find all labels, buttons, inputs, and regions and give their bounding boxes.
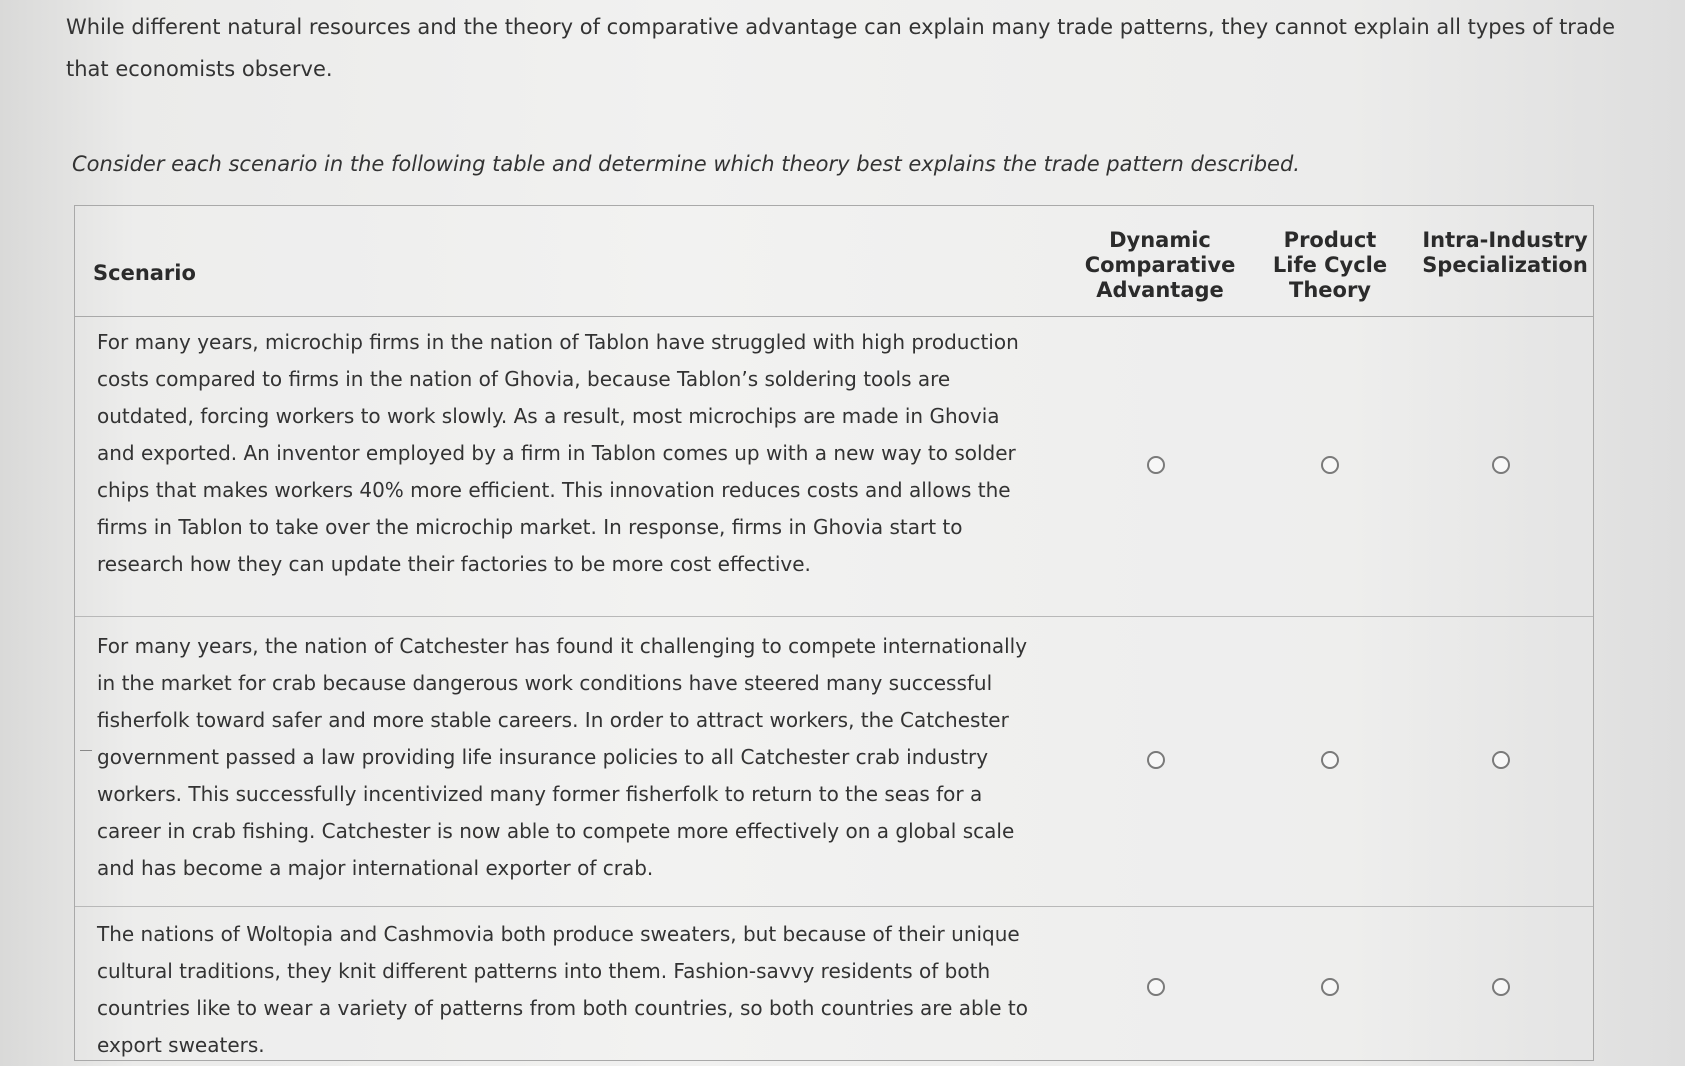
radio-intra-industry-specialization[interactable] <box>1492 456 1510 474</box>
scenario-table <box>74 205 1594 1061</box>
radio-dynamic-comparative-advantage[interactable] <box>1147 978 1165 996</box>
table-edge-tick <box>80 750 92 751</box>
header-dynamic-comparative-advantage: Dynamic Comparative Advantage <box>1084 228 1236 302</box>
scenario-text: For many years, microchip firms in the nation of Tablon have struggled with high production costs compared to firms in the nation of Ghovia, because Tablon’s soldering tools are outdated, forcing workers to work slowly. As a result, most microchips are made in Ghovia and exported. An inventor employed by a firm in Tablon comes up with a new way to solder chips that makes workers 40% more efficient. This innovation reduces costs and allows the firms in Tablon to take over the microchip market. In response, firms in Ghovia start to research how they can update their factories to be more cost effective. <box>97 330 1019 576</box>
table-row <box>75 906 1593 1060</box>
intro-paragraph: While different natural resources and the theory of comparative advantage can explain many trade patterns, they cannot explain all types of trade that economists observe. <box>66 15 1616 81</box>
scenario-text: The nations of Woltopia and Cashmovia both produce sweaters, but because of their unique cultural traditions, they knit different patterns into them. Fashion-savvy residents of both countries like to wear a variety of patterns from both countries, so both countries are able to export sweaters. <box>97 922 1028 1057</box>
radio-product-life-cycle-theory[interactable] <box>1321 456 1339 474</box>
header-product-life-cycle-theory: Product Life Cycle Theory <box>1272 228 1388 302</box>
table-header <box>75 206 1593 317</box>
radio-intra-industry-specialization[interactable] <box>1492 751 1510 769</box>
radio-product-life-cycle-theory[interactable] <box>1321 978 1339 996</box>
radio-dynamic-comparative-advantage[interactable] <box>1147 751 1165 769</box>
table-row <box>75 616 1593 907</box>
scenario-text: For many years, the nation of Catchester has found it challenging to compete internationally in the market for crab because dangerous work conditions have steered many successful fisherfolk toward safer and more stable careers. In order to attract workers, the Catchester government passed a law providing life insurance policies to all Catchester crab industry workers. This successfully incentivized many former fisherfolk to return to the seas for a career in crab fishing. Catchester is now able to compete more effectively on a global scale and has become a major international exporter of crab. <box>97 634 1028 880</box>
instruction-text: Consider each scenario in the following table and determine which theory best explains the trade pattern described. <box>72 152 1300 176</box>
header-intra-industry-specialization: Intra-Industry Specialization <box>1422 228 1588 277</box>
radio-intra-industry-specialization[interactable] <box>1492 978 1510 996</box>
header-scenario: Scenario <box>93 261 196 285</box>
radio-dynamic-comparative-advantage[interactable] <box>1147 456 1165 474</box>
table-row <box>75 316 1593 617</box>
radio-product-life-cycle-theory[interactable] <box>1321 751 1339 769</box>
